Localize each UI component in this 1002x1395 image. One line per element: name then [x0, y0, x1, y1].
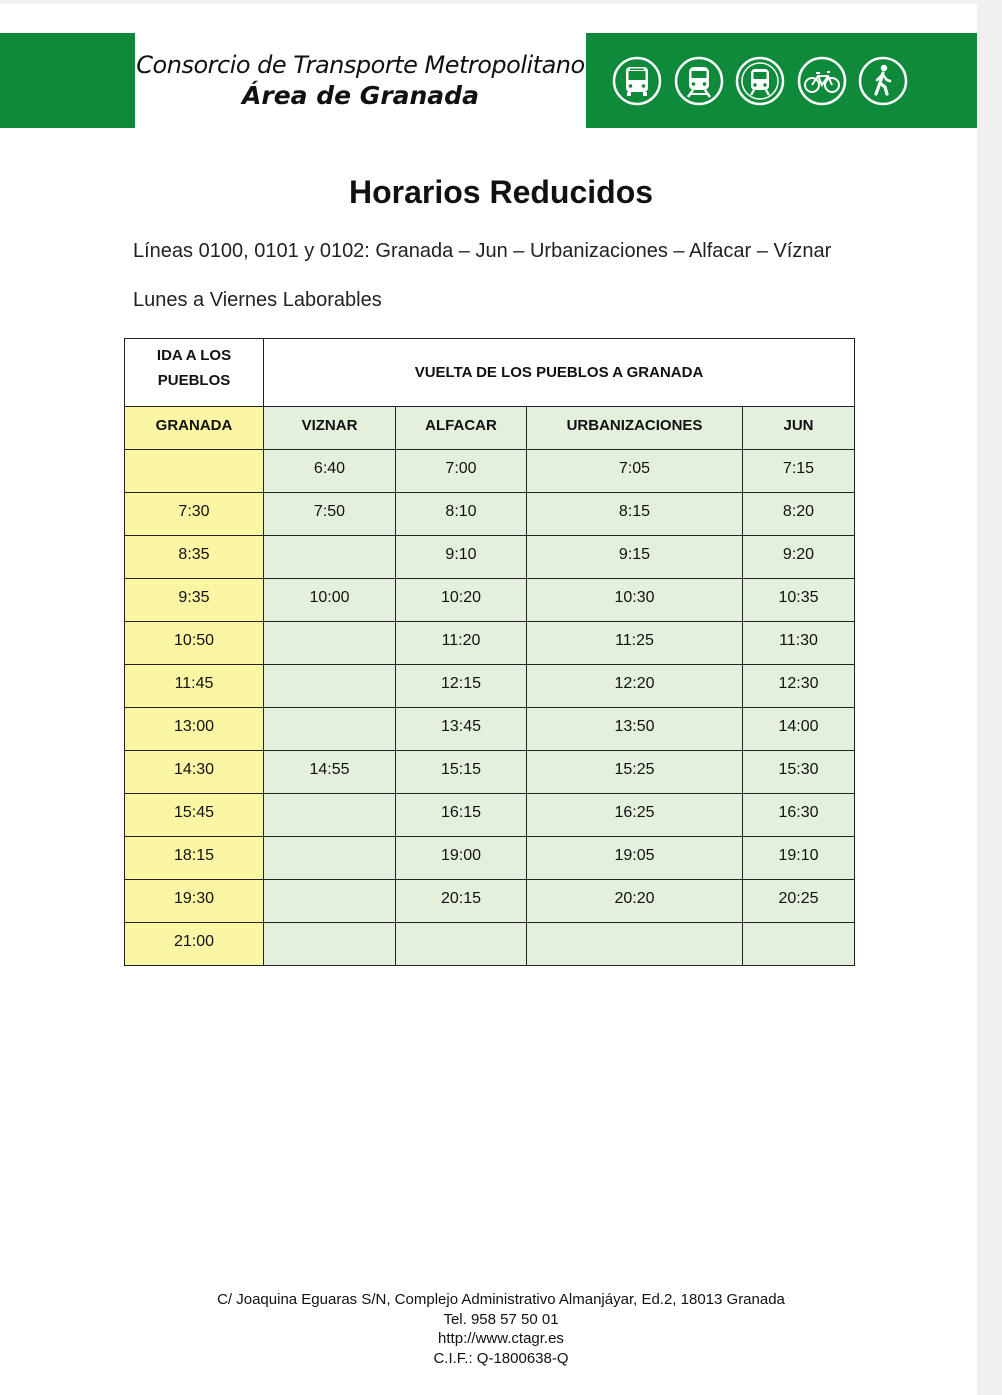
cell-urbanizaciones: 10:30 — [527, 579, 743, 622]
cell-alfacar: 11:20 — [396, 622, 527, 665]
table-row — [125, 536, 855, 579]
ida-header-line1: IDA A LOS — [156, 347, 232, 364]
cell-viznar — [264, 837, 396, 880]
cell-granada: 18:15 — [125, 837, 264, 880]
cell-viznar: 7:50 — [264, 493, 396, 536]
cell-granada: 7:30 — [125, 493, 264, 536]
bicycle-icon — [797, 56, 847, 106]
cell-jun: 19:10 — [743, 837, 855, 880]
column-header-jun: JUN — [743, 407, 855, 450]
cell-viznar: 14:55 — [264, 751, 396, 794]
cell-granada: 10:50 — [125, 622, 264, 665]
cell-viznar: 10:00 — [264, 579, 396, 622]
cell-viznar — [264, 923, 396, 966]
footer-phone: Tel. 958 57 50 01 — [443, 1310, 559, 1328]
service-days: Lunes a Viernes Laborables — [133, 289, 382, 311]
header-band-left — [0, 33, 135, 128]
cell-urbanizaciones: 20:20 — [527, 880, 743, 923]
cell-alfacar: 20:15 — [396, 880, 527, 923]
brand-block — [135, 33, 586, 128]
table-row — [125, 751, 855, 794]
cell-jun — [743, 923, 855, 966]
cell-granada: 9:35 — [125, 579, 264, 622]
cell-jun: 14:00 — [743, 708, 855, 751]
cell-urbanizaciones: 15:25 — [527, 751, 743, 794]
cell-alfacar — [396, 923, 527, 966]
table-row — [125, 837, 855, 880]
cell-alfacar: 19:00 — [396, 837, 527, 880]
cell-granada: 19:30 — [125, 880, 264, 923]
cell-viznar: 6:40 — [264, 450, 396, 493]
column-header-alfacar: ALFACAR — [396, 407, 527, 450]
brand-area: Área de Granada — [242, 81, 479, 110]
transport-icons — [586, 33, 977, 128]
cell-viznar — [264, 536, 396, 579]
cell-urbanizaciones: 9:15 — [527, 536, 743, 579]
table-row — [125, 794, 855, 837]
cell-jun: 15:30 — [743, 751, 855, 794]
page-title: Horarios Reducidos — [348, 174, 654, 210]
cell-viznar — [264, 708, 396, 751]
table-header-top — [125, 339, 855, 407]
cell-granada: 14:30 — [125, 751, 264, 794]
cell-alfacar: 7:00 — [396, 450, 527, 493]
cell-alfacar: 16:15 — [396, 794, 527, 837]
ida-header-line2: PUEBLOS — [157, 372, 231, 389]
table-row — [125, 622, 855, 665]
lines-subtitle: Líneas 0100, 0101 y 0102: Granada – Jun – Urbanizaciones – Alfacar – Víznar — [133, 240, 832, 262]
cell-alfacar: 15:15 — [396, 751, 527, 794]
cell-alfacar: 9:10 — [396, 536, 527, 579]
vuelta-header: VUELTA DE LOS PUEBLOS A GRANADA — [264, 339, 855, 407]
cell-granada: 11:45 — [125, 665, 264, 708]
table-row — [125, 579, 855, 622]
pedestrian-icon — [858, 56, 908, 106]
cell-urbanizaciones: 7:05 — [527, 450, 743, 493]
footer-cif: C.I.F.: Q-1800638-Q — [433, 1349, 569, 1367]
cell-viznar — [264, 794, 396, 837]
cell-granada: 21:00 — [125, 923, 264, 966]
cell-urbanizaciones: 13:50 — [527, 708, 743, 751]
column-header-urbanizaciones: URBANIZACIONES — [527, 407, 743, 450]
cell-viznar — [264, 665, 396, 708]
table-row — [125, 880, 855, 923]
cell-urbanizaciones: 16:25 — [527, 794, 743, 837]
cell-urbanizaciones: 11:25 — [527, 622, 743, 665]
schedule-body — [125, 450, 855, 966]
table-row — [125, 708, 855, 751]
cell-jun: 7:15 — [743, 450, 855, 493]
cell-jun: 12:30 — [743, 665, 855, 708]
cell-jun: 20:25 — [743, 880, 855, 923]
cell-alfacar: 13:45 — [396, 708, 527, 751]
table-row — [125, 493, 855, 536]
cell-jun: 10:35 — [743, 579, 855, 622]
cell-urbanizaciones: 19:05 — [527, 837, 743, 880]
cell-urbanizaciones — [527, 923, 743, 966]
table-row — [125, 450, 855, 493]
cell-alfacar: 8:10 — [396, 493, 527, 536]
footer — [0, 1290, 1002, 1368]
cell-jun: 8:20 — [743, 493, 855, 536]
bus-icon — [612, 56, 662, 106]
footer-web-link[interactable]: http://www.ctagr.es — [438, 1330, 564, 1347]
cell-jun: 16:30 — [743, 794, 855, 837]
cell-granada — [125, 450, 264, 493]
cell-jun: 11:30 — [743, 622, 855, 665]
column-header-viznar: VIZNAR — [264, 407, 396, 450]
cell-alfacar: 10:20 — [396, 579, 527, 622]
cell-jun: 9:20 — [743, 536, 855, 579]
table-row — [125, 923, 855, 966]
cell-urbanizaciones: 12:20 — [527, 665, 743, 708]
brand-name: Consorcio de Transporte Metropolitano — [136, 51, 585, 79]
train-icon — [674, 56, 724, 106]
cell-granada: 13:00 — [125, 708, 264, 751]
cell-granada: 15:45 — [125, 794, 264, 837]
metro-icon — [735, 56, 785, 106]
schedule-table — [124, 338, 855, 966]
table-row — [125, 665, 855, 708]
cell-alfacar: 12:15 — [396, 665, 527, 708]
cell-viznar — [264, 880, 396, 923]
cell-viznar — [264, 622, 396, 665]
ida-header — [125, 339, 264, 407]
table-column-headers — [125, 407, 855, 450]
cell-granada: 8:35 — [125, 536, 264, 579]
footer-address: C/ Joaquina Eguaras S/N, Complejo Administrativo Almanjáyar, Ed.2, 18013 Granada — [217, 1291, 785, 1308]
cell-urbanizaciones: 8:15 — [527, 493, 743, 536]
column-header-granada: GRANADA — [125, 407, 264, 450]
